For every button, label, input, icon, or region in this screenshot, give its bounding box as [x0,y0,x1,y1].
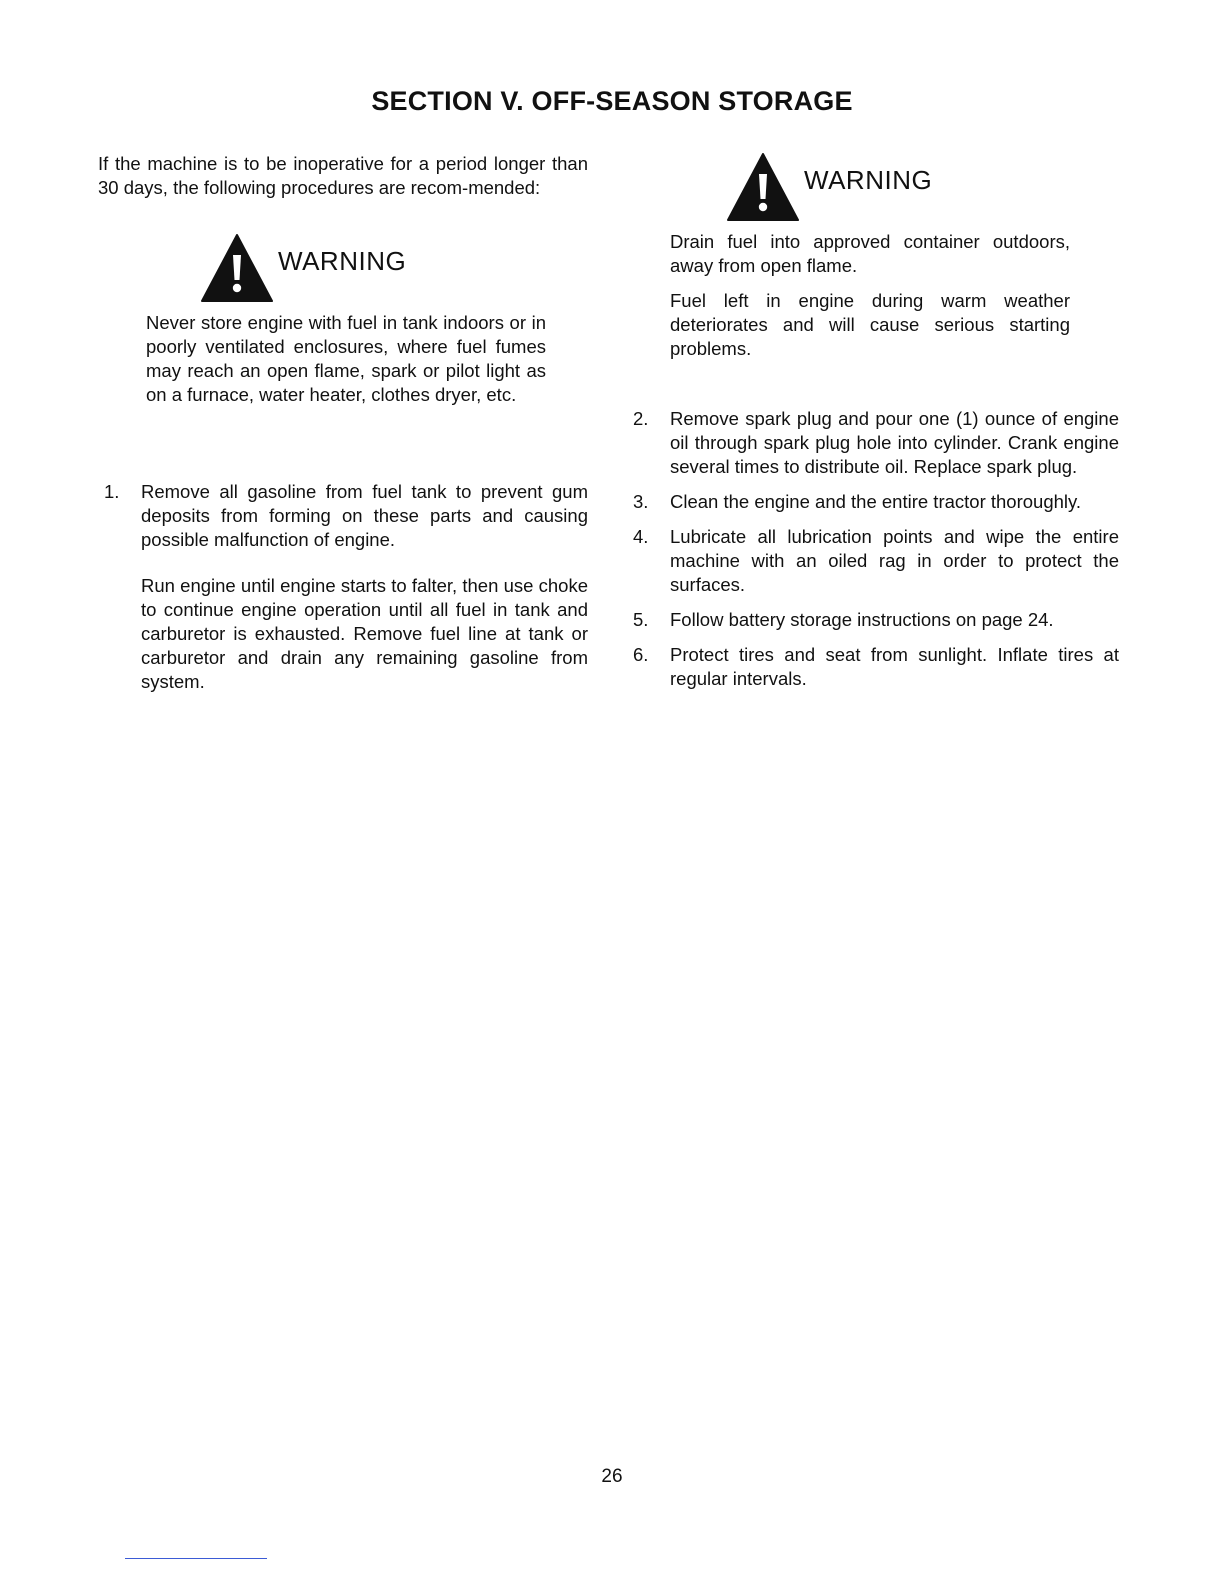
warning-box-right [670,152,1119,361]
left-column [98,152,588,694]
warning-text: Fuel left in engine during warm weather deteriorates and will cause serious starting problems. [670,290,1070,359]
warning-text: Drain fuel into approved container outdoors, away from open flame. [670,231,1070,276]
list-item-text: Clean the engine and the entire tractor thoroughly. [670,491,1082,512]
list-item-3 [633,490,1119,514]
warning-header [726,152,1119,222]
list-item-text: Protect tires and seat from sunlight. Inflate tires at regular intervals. [670,644,1119,689]
list-item-text: Remove all gasoline from fuel tank to prevent gum deposits from forming on these parts and causing possible malfunction of engine. [141,481,588,550]
list-number: 2. [633,408,649,429]
warning-header [200,233,546,303]
warning-box-left [146,233,546,407]
list-item-text: Lubricate all lubrication points and wipe the entire machine with an oiled rag in order to protect the surfaces. [670,526,1119,595]
warning-label: WARNING [804,165,933,195]
list-number: 6. [633,644,649,665]
list-item-subtext: Run engine until engine starts to falter, then use choke to continue engine operation until all fuel in tank and carburetor is exhausted. Remove fuel line at tank or carburetor and drain any remaining gasoline from system. [141,575,588,692]
list-number: 3. [633,491,649,512]
list-item-6 [633,643,1119,691]
intro-paragraph: If the machine is to be inoperative for a period longer than 30 days, the following procedures are recom-mended: [98,153,588,198]
numbered-list [633,407,1119,691]
footer-rule [125,1558,267,1559]
warning-triangle-icon [200,233,274,303]
warning-label: WARNING [278,246,407,276]
list-item-text: Remove spark plug and pour one (1) ounce of engine oil through spark plug hole into cylinder. Crank engine several times to distribute oil. Replace spark plug. [670,408,1119,477]
list-item-2 [633,407,1119,479]
list-item-1 [98,480,588,694]
warning-text: Never store engine with fuel in tank indoors or in poorly ventilated enclosures, where fuel fumes may reach an open flame, spark or pilot light as on a furnace, water heater, clothes dryer, etc. [146,312,546,405]
list-number: 5. [633,609,649,630]
page-title: SECTION V. OFF-SEASON STORAGE [371,86,853,116]
right-column [633,152,1119,691]
list-item-5 [633,608,1119,632]
list-number: 1. [104,481,120,502]
list-item-4 [633,525,1119,597]
warning-triangle-icon [726,152,800,222]
list-item-text: Follow battery storage instructions on page 24. [670,609,1054,630]
list-number: 4. [633,526,649,547]
list-item-body [141,480,588,694]
page-number: 26 [601,1466,623,1487]
